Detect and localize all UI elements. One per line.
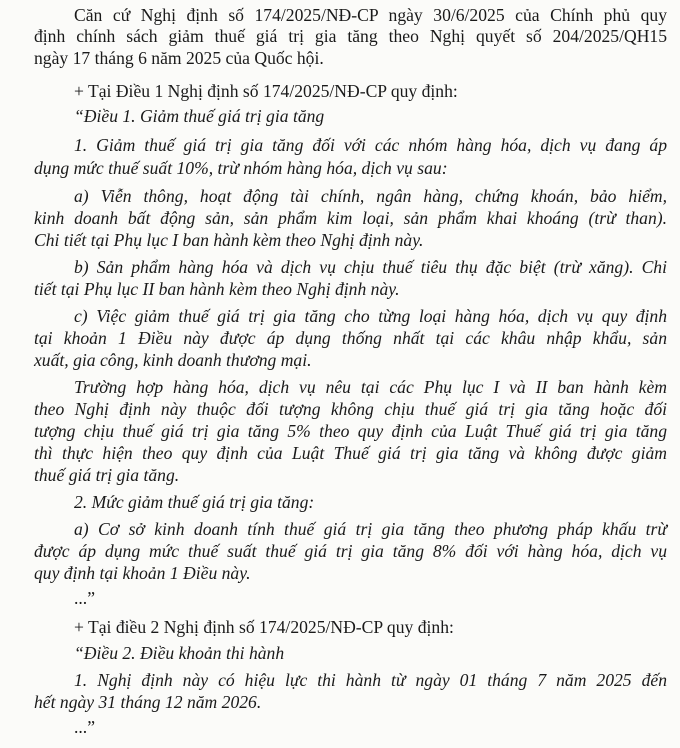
- ellipsis-quote-close-1: ...”: [74, 588, 96, 608]
- para-legal-basis-line-3: ngày 17 tháng 6 năm 2025 của Quốc hội.: [34, 48, 324, 68]
- clause-2a-line-2: được áp dụng mức thuế suất thuế giá trị gia tăng 8% đối với hàng hóa, dịch vụ: [34, 541, 667, 561]
- article-2-title: “Điều 2. Điều khoản thi hành: [74, 643, 285, 663]
- clause-1a-line-3: Chi tiết tại Phụ lục I ban hành kèm theo Nghị định này.: [34, 230, 424, 250]
- para-legal-basis-line-1: Căn cứ Nghị định số 174/2025/NĐ-CP ngày 30/6/2025 của Chính phủ quy: [74, 5, 667, 25]
- article-1-title: “Điều 1. Giảm thuế giá trị gia tăng: [74, 106, 325, 126]
- clause-2-title: 2. Mức giảm thuế giá trị gia tăng:: [74, 492, 315, 512]
- clause-1c-line-3: xuất, gia công, kinh doanh thương mại.: [34, 350, 312, 370]
- article-1-reference: + Tại Điều 1 Nghị định số 174/2025/NĐ-CP quy định:: [74, 81, 458, 101]
- exception-para-line-3: tượng chịu thuế giá trị gia tăng 5% theo quy định của Luật Thuế giá trị gia tăng: [34, 421, 667, 441]
- para-legal-basis-line-2: định chính sách giảm thuế giá trị gia tăng theo Nghị quyết số 204/2025/QH15: [34, 26, 667, 46]
- article-2-clause-1-line-2: hết ngày 31 tháng 12 năm 2026.: [34, 692, 262, 712]
- clause-1-line-2: dụng mức thuế suất 10%, trừ nhóm hàng hóa, dịch vụ sau:: [34, 158, 448, 178]
- clause-1b-line-1: b) Sản phẩm hàng hóa và dịch vụ chịu thuế tiêu thụ đặc biệt (trừ xăng). Chi: [74, 257, 667, 277]
- article-2-reference: + Tại điều 2 Nghị định số 174/2025/NĐ-CP quy định:: [74, 617, 454, 637]
- clause-1b-line-2: tiết tại Phụ lục II ban hành kèm theo Nghị định này.: [34, 279, 400, 299]
- article-2-clause-1-line-1: 1. Nghị định này có hiệu lực thi hành từ ngày 01 tháng 7 năm 2025 đến: [74, 670, 667, 690]
- ellipsis-quote-close-2: ...”: [74, 717, 96, 737]
- clause-1c-line-1: c) Việc giảm thuế giá trị gia tăng cho từng loại hàng hóa, dịch vụ quy định: [74, 306, 667, 326]
- clause-1c-line-2: tại khoản 1 Điều này được áp dụng thống nhất tại các khâu nhập khẩu, sản: [34, 328, 667, 348]
- exception-para-line-4: thì thực hiện theo quy định của Luật Thuế giá trị gia tăng và không được giảm: [34, 443, 667, 463]
- exception-para-line-2: theo Nghị định này thuộc đối tượng không chịu thuế giá trị gia tăng hoặc đối: [34, 399, 667, 419]
- exception-para-line-5: thuế giá trị gia tăng.: [34, 465, 180, 485]
- clause-1a-line-2: kinh doanh bất động sản, sản phẩm kim loại, sản phẩm khai khoáng (trừ than).: [34, 208, 667, 228]
- clause-1a-line-1: a) Viễn thông, hoạt động tài chính, ngân hàng, chứng khoán, bảo hiểm,: [74, 186, 667, 206]
- clause-2a-line-1: a) Cơ sở kinh doanh tính thuế giá trị gia tăng theo phương pháp khấu trừ: [74, 519, 667, 539]
- clause-2a-line-3: quy định tại khoản 1 Điều này.: [34, 563, 251, 583]
- clause-1-line-1: 1. Giảm thuế giá trị gia tăng đối với các nhóm hàng hóa, dịch vụ đang áp: [74, 135, 667, 155]
- exception-para-line-1: Trường hợp hàng hóa, dịch vụ nêu tại các Phụ lục I và II ban hành kèm: [74, 377, 667, 397]
